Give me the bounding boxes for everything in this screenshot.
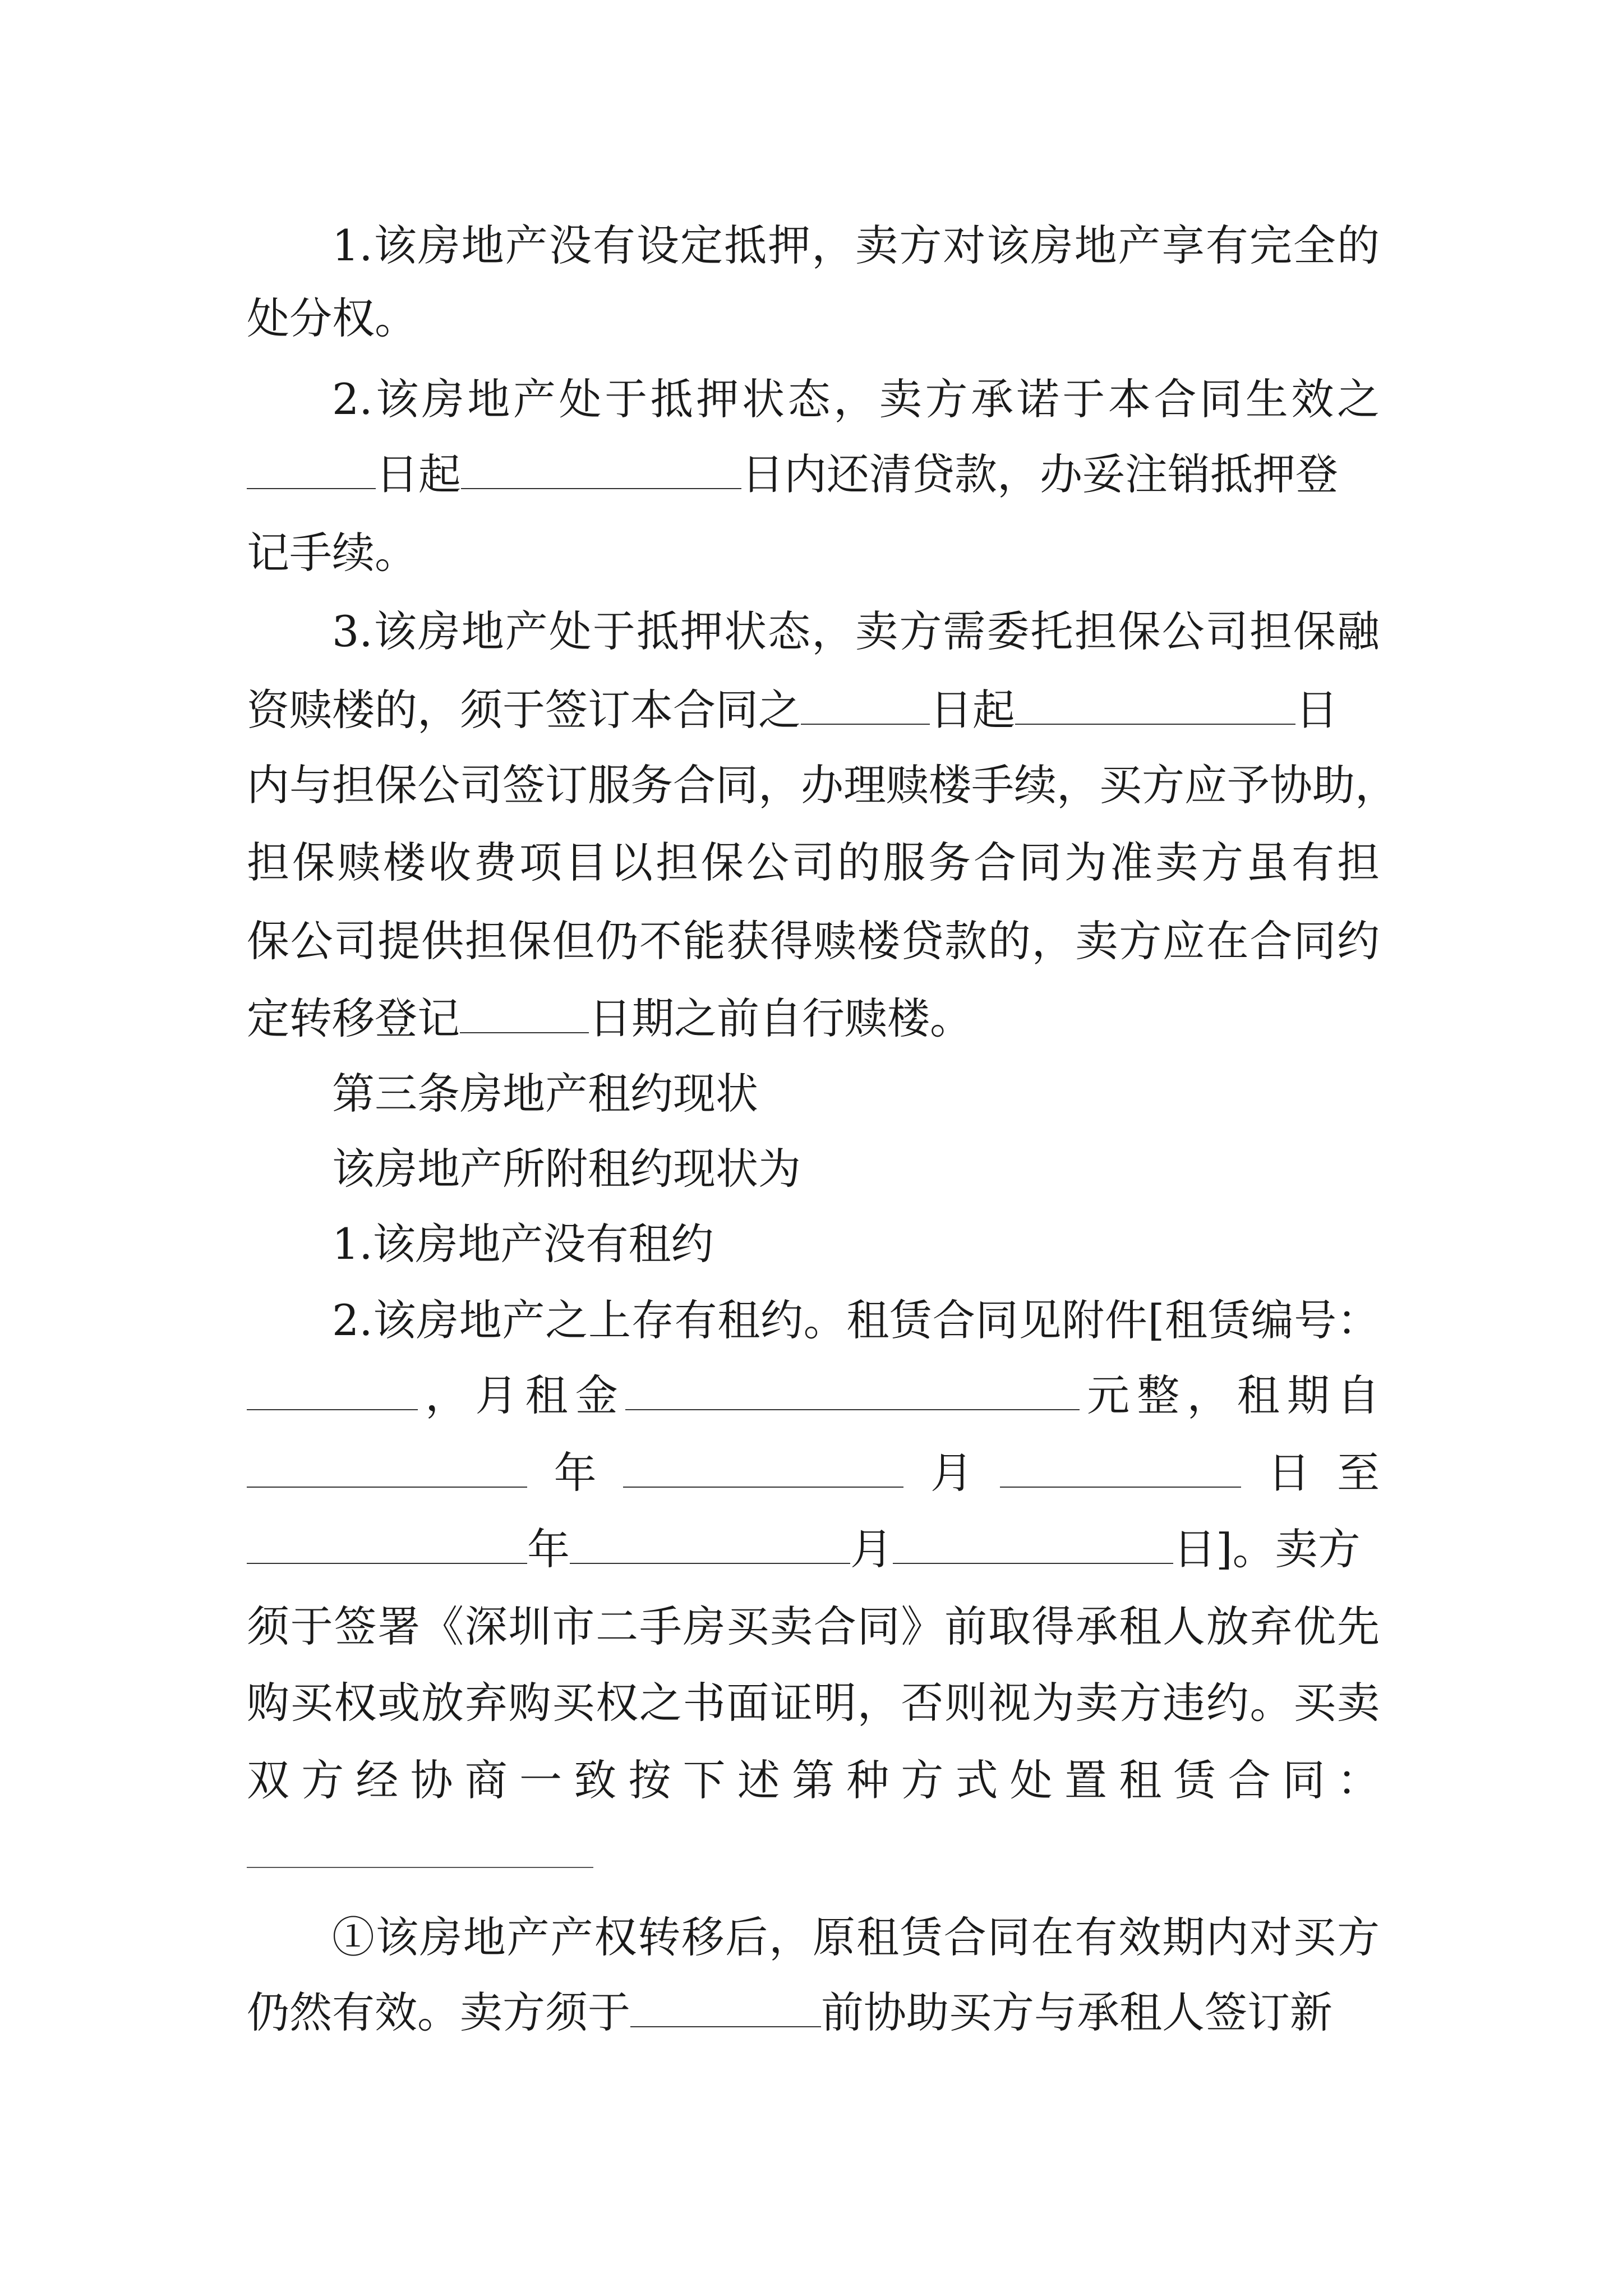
blank-field [1000,1453,1241,1488]
text-span: 前协助买方与承租人签订新 [821,1987,1332,2037]
text-span: 3.该房地产处于抵押状态，卖方需委托担保公司担保融 [332,606,1380,656]
text-span: 1.该房地产没有租约 [332,1219,714,1269]
text-span: ①该房地产产权转移后，原租赁合同在有效期内对买方 [332,1912,1380,1962]
text-span: 1.该房地产没有设定抵押，卖方对该房地产享有完全的 [332,220,1380,270]
text-span: 担保赎楼收费项目以担保公司的服务合同为准卖方虽有担 [247,838,1380,887]
paragraph-line [247,908,1380,975]
text-span: 2.该房地产之上存有租约。租赁合同见附件[租赁编号： [332,1295,1380,1345]
text-span: 须于签署《深圳市二手房买卖合同》前取得承租人放弃优先 [247,1602,1380,1651]
blank-field [1015,690,1295,725]
text-span: 内与担保公司签订服务合同，办理赎楼手续，买方应予协助， [247,760,1398,810]
paragraph-line [247,441,1380,508]
text-span: 日]。卖方 [1173,1524,1361,1574]
paragraph-line [332,366,1380,433]
text-span: 定转移登记 [247,993,460,1043]
paragraph-line [247,285,1380,352]
paragraph-line [247,985,1380,1052]
blank-field [623,1453,903,1488]
text-span: 日 [1295,685,1338,735]
paragraph-line [247,1979,1380,2046]
section-heading [332,1060,1380,1128]
paragraph-line [247,677,1380,744]
blank-field [461,454,741,489]
paragraph-line [332,1211,1380,1278]
text-span: 该房地产所附租约现状为 [332,1144,801,1194]
text-span: 资赎楼的，须于签订本合同之 [247,685,801,735]
text-span: 年 [527,1448,624,1498]
text-span: 日至 [1241,1448,1380,1498]
text-span: 保公司提供担保但仍不能获得赎楼贷款的，卖方应在合同约 [247,916,1380,966]
text-span: 记手续。 [247,528,417,578]
paragraph-line [247,752,1398,819]
blank-field [247,1453,527,1488]
blank-field [570,1529,850,1564]
paragraph-line [247,1593,1380,1660]
text-span: 双方经协商一致按下述第种方式处置租赁合同： [247,1755,1380,1805]
text-span: 月 [850,1524,893,1574]
blank-field [247,1375,418,1410]
text-span: 仍然有效。卖方须于 [247,1987,630,2037]
blank-field [893,1529,1173,1564]
text-span: 年 [527,1524,570,1574]
text-span: 日期之前自行赎楼。 [589,993,972,1043]
text-span: 元整，租期自 [1079,1370,1380,1420]
paragraph-line [332,1135,1380,1203]
paragraph-line [247,1439,1380,1507]
text-span: 日起 [930,685,1015,735]
blank-field [247,1529,527,1564]
blank-field [460,999,589,1033]
paragraph-line [332,212,1380,279]
paragraph-line [247,1669,1380,1737]
paragraph-line [247,1747,1380,1814]
blank-field [247,454,376,489]
text-span: 日内还清贷款，办妥注销抵押登 [741,449,1338,499]
paragraph-line [332,1287,1380,1354]
blank-field [625,1375,1080,1410]
paragraph-line [332,1904,1380,1971]
blank-line [247,1867,593,1868]
paragraph-line [247,1362,1380,1429]
paragraph-line [332,598,1380,665]
text-span: ，月租金 [418,1370,625,1420]
text-span: 日起 [376,449,461,499]
text-span: 2.该房地产处于抵押状态，卖方承诺于本合同生效之 [332,374,1380,424]
paragraph-line [247,519,1380,587]
paragraph-line [247,829,1380,896]
blank-field [801,690,930,725]
text-span: 月 [903,1448,1000,1498]
text-span: 处分权。 [247,293,417,343]
text-span: 购买权或放弃购买权之书面证明，否则视为卖方违约。买卖 [247,1678,1380,1728]
blank-field [630,1993,821,2027]
text-span: 第三条房地产租约现状 [332,1069,758,1119]
paragraph-line [247,1516,1380,1583]
